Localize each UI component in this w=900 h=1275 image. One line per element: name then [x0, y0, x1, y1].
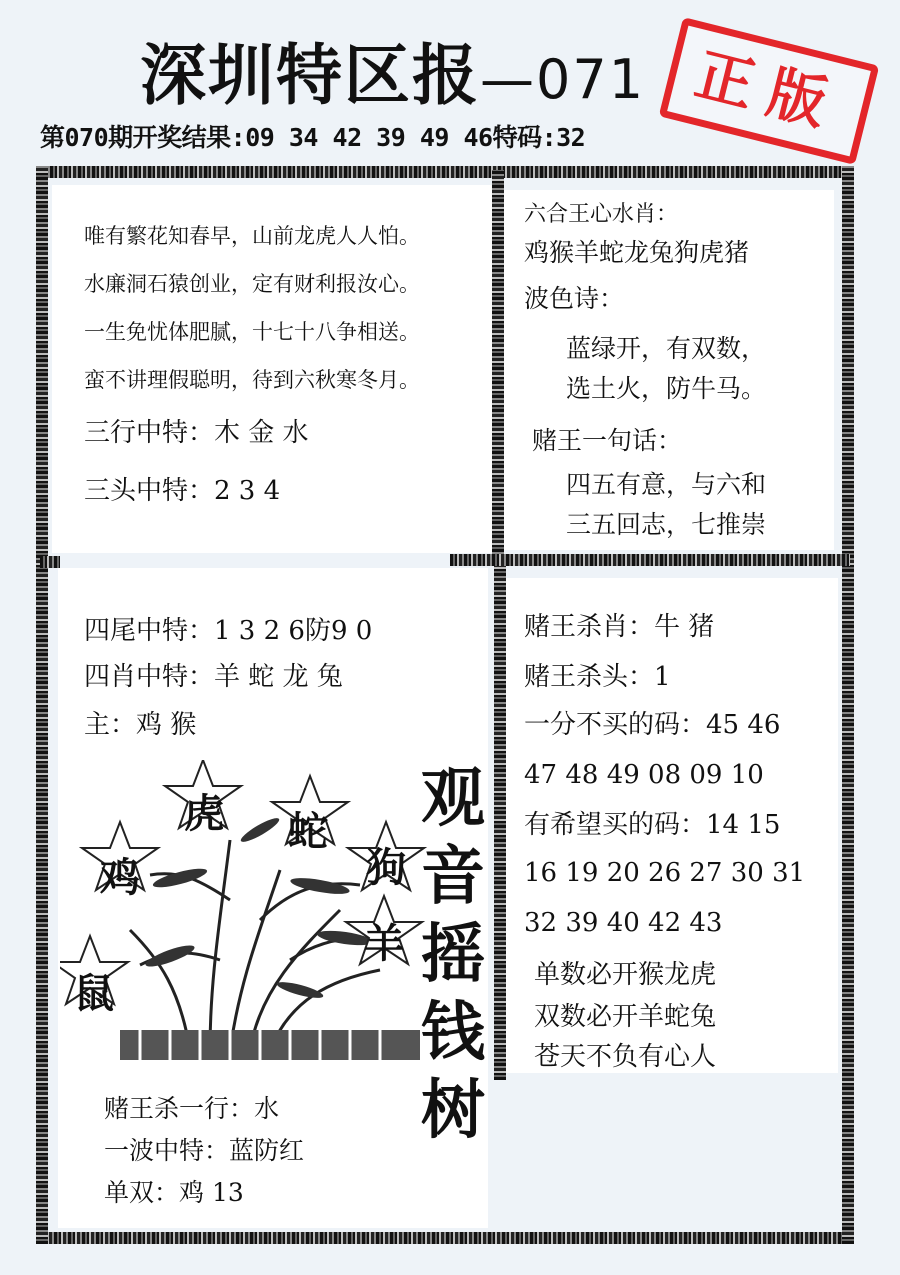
sanxing-zhongte: 三行中特：木 金 水: [84, 418, 309, 448]
bose-line-2: 选土火，防牛马。: [566, 374, 767, 403]
sixiao-zhongte: 四肖中特：羊 蛇 龙 兔: [84, 662, 343, 692]
vertical-char-2: 音: [421, 839, 485, 914]
border-top: [36, 166, 854, 178]
border-middle: [450, 554, 850, 566]
star-label-ji: 鸡: [100, 854, 140, 901]
shaxiao: 赌王杀肖：牛 猪: [524, 612, 715, 642]
authentic-stamp: 正版: [659, 17, 880, 165]
border-center-top: [492, 170, 504, 566]
border-right: [842, 166, 854, 1244]
zhu-animals: 主：鸡 猴: [84, 710, 197, 740]
youxiwang-line-2: 16 19 20 26 27 30 31: [524, 858, 806, 888]
border-left: [36, 166, 48, 1244]
single-numbers: 单数必开猴龙虎: [534, 960, 717, 990]
duwang-line-2: 三五回志，七推崇: [566, 510, 767, 539]
vertical-char-3: 摇: [421, 917, 485, 992]
double-numbers: 双数必开羊蛇兔: [534, 1002, 717, 1032]
title-text: 深圳特区报: [140, 37, 480, 114]
santou-zhongte: 三头中特：2 3 4: [84, 476, 281, 506]
yifen-bumai-more: 47 48 49 08 09 10: [524, 760, 764, 790]
poem-line-1: 唯有繁花知春早，山前龙虎人人怕。: [84, 224, 420, 248]
motto: 苍天不负有心人: [534, 1042, 717, 1072]
vertical-title: [408, 760, 498, 1150]
shatou: 赌王杀头：1: [524, 662, 671, 692]
duwang-line-1: 四五有意，与六和: [566, 470, 767, 499]
vertical-char-4: 钱: [421, 995, 485, 1070]
yifen-bumai: 一分不买的码：45 46: [524, 710, 781, 740]
bose-line-1: 蓝绿开，有双数，: [566, 334, 767, 363]
siwei-zhongte: 四尾中特：1 3 2 6防9 0: [84, 616, 373, 646]
duwang-label: 赌王一句话：: [532, 426, 683, 455]
poem-line-3: 一生免忧体肥腻，十七十八争相送。: [84, 320, 420, 344]
youxiwang-label: 有希望买的码：14 15: [524, 810, 781, 840]
shayixing: 赌王杀一行：水: [104, 1094, 280, 1123]
star-label-yang: 羊: [364, 920, 404, 967]
star-label-gou: 狗: [366, 844, 406, 891]
border-bottom: [40, 1232, 850, 1244]
issue-number: —071: [480, 48, 646, 111]
xinshui-heading: 六合王心水肖：: [524, 202, 679, 227]
page-title: [140, 22, 645, 117]
star-label-hu: 虎: [184, 790, 224, 837]
border-middle-left: [40, 556, 60, 568]
vertical-char-5: 树: [421, 1073, 485, 1148]
danshuang: 单双：鸡 13: [104, 1178, 244, 1207]
draw-results: 第070期开奖结果:09 34 42 39 49 46特码:32: [40, 123, 586, 152]
xinshui-animals: 鸡猴羊蛇龙兔狗虎猪: [524, 238, 750, 267]
poem-line-2: 水廉洞石猿创业，定有财利报汝心。: [84, 272, 420, 296]
poem-line-4: 蛮不讲理假聪明，待到六秋寒冬月。: [84, 368, 420, 392]
bose-label: 波色诗：: [524, 284, 625, 313]
youxiwang-line-3: 32 39 40 42 43: [524, 908, 723, 938]
yibo-zhongte: 一波中特：蓝防红: [104, 1136, 305, 1165]
star-label-shu: 鼠: [74, 970, 114, 1017]
star-label-she: 蛇: [288, 808, 328, 855]
vertical-char-1: 观: [421, 761, 485, 836]
